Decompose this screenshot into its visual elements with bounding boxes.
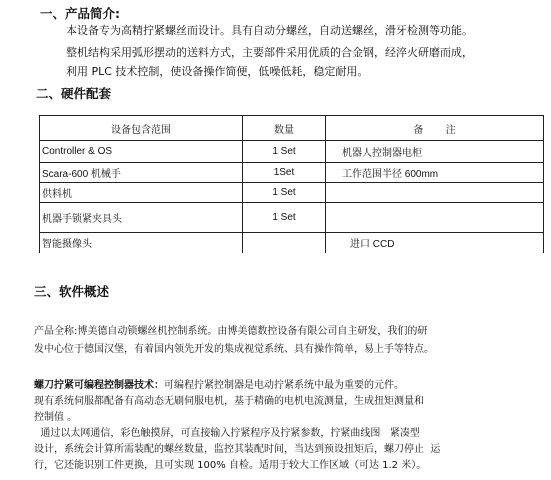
- tech-paragraph-line-6: 行，它还能识别工件更换，且可实现 100% 自检。适用于较大工作区域（可达 1.2 米）。: [34, 460, 427, 471]
- table-cell: 机器手锁紧夹具头: [40, 203, 243, 233]
- table-row: [40, 141, 544, 163]
- table-cell: [326, 203, 544, 233]
- section3-heading: 三、软件概述: [34, 284, 110, 299]
- column-header-quantity: 数量: [243, 116, 326, 141]
- tech-title: 螺刀拧紧可编程控制器技术：: [34, 380, 164, 391]
- hardware-table: [39, 115, 544, 253]
- table-row: [40, 233, 544, 253]
- column-header-remarks: 备 注: [326, 116, 544, 141]
- table-cell: 供料机: [40, 183, 243, 203]
- section1-line-2: 整机结构采用弧形摆动的送料方式，主要部件采用优质的合金钢，经淬火研磨而成，: [66, 46, 473, 59]
- tech-paragraph-line-2: 现有系统伺服都配备有高动态无刷伺服电机，基于精确的电机电流测量，生成扭矩测量和: [34, 396, 424, 407]
- table-row: [40, 163, 544, 183]
- table-cell: 1Set: [243, 163, 326, 183]
- tech-line-1-text: 可编程拧紧控制器是电动拧紧系统中最为重要的元件。: [164, 380, 404, 391]
- section3-intro-line-1: 产品全称:博美德自动锁螺丝机控制系统。由博美德数控设备有限公司自主研发，我们的研: [34, 326, 428, 337]
- table-cell: 工作范围半径 600mm: [326, 163, 544, 183]
- tech-paragraph-line-1: [34, 376, 404, 391]
- section1-line-1: 本设备专为高精拧紧螺丝而设计。具有自动分螺丝，自动送螺丝，滑牙检测等功能。: [66, 24, 473, 37]
- table-header-row: [40, 116, 544, 141]
- table-cell: 进口 CCD: [326, 233, 544, 253]
- table-cell: 1 Set: [243, 141, 326, 163]
- table-cell: Controller & OS: [40, 141, 243, 163]
- table-cell: Scara-600 机械手: [40, 163, 243, 183]
- table-cell: 智能摄像头: [40, 233, 243, 253]
- section2-heading: 二、硬件配套: [36, 86, 112, 101]
- column-header-scope: 设备包含范围: [40, 116, 243, 141]
- tech-paragraph-line-4: 通过以太网通信，彩色触摸屏，可直接输入拧紧程序及拧紧参数，拧紧曲线图 紧凑型: [34, 428, 420, 439]
- table-cell: 1 Set: [243, 183, 326, 203]
- table-row: [40, 203, 544, 233]
- table-cell: 机器人控制器电柜: [326, 141, 544, 163]
- section3-intro-line-2: 发中心位于德国汉堡，有着国内领先开发的集成视觉系统、具有操作简单，易上手等特点。: [34, 344, 434, 355]
- table-row: [40, 183, 544, 203]
- section1-line-3: 利用 PLC 技术控制，使设备操作简便，低噪低耗，稳定耐用。: [66, 65, 369, 78]
- table-cell: [326, 183, 544, 203]
- section1-heading: 一、产品简介:: [40, 6, 120, 21]
- tech-paragraph-line-5: 设计，系统会计算所需装配的螺丝数量，监控其装配时间，当达到预设扭矩后，螺刀停止 运: [34, 444, 441, 455]
- table-cell: 1 Set: [243, 203, 326, 233]
- table-cell: [243, 233, 326, 253]
- tech-paragraph-line-3: 控制值 。: [34, 412, 78, 423]
